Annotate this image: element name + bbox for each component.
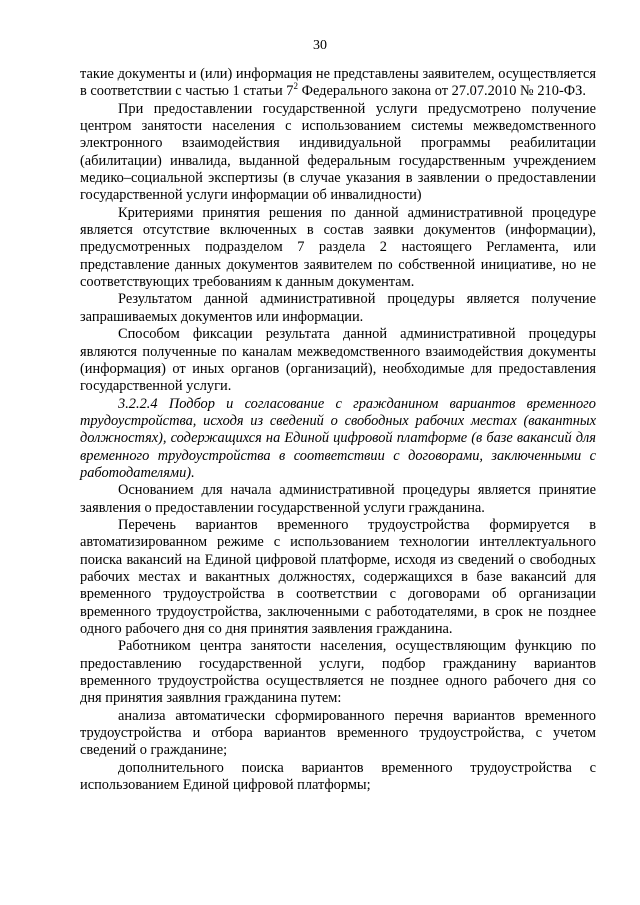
page-number: 30: [313, 38, 327, 53]
paragraph-procedure-result: Результатом данной административной процедуры является получение запрашиваемых документов или информации.: [80, 291, 596, 325]
paragraph-list-formation: Перечень вариантов временного трудоустройства формируется в автоматизированном режиме с использованием технологии интеллектуального поиска вакансий на Единой цифровой платформе, исходя из сведений о свободных рабочих местах и вакантных должностях, содержащихся в базе вакансий для временного трудоустройства в соответствии с договорами об организации временного трудоустройства, заключенными с работодателями, в срок не позднее одного рабочего дня со дня принятия заявления гражданина.: [80, 516, 596, 637]
paragraph-ipr-receipt: При предоставлении государственной услуги предусмотрено получение центром занятости населения с использованием системы межведомственного электронного взаимодействия индивидуальной программы реабилитации (абилитации) инвалида, выданной федеральным государственным учреждением медико–социальной экспертизы (в случае указания в заявлении о предоставлении государственной услуги информации об инвалидности): [80, 100, 596, 204]
section-heading-3-2-2-4: 3.2.2.4 Подбор и согласование с гражданином вариантов временного трудоустройства, исходя из сведений о свободных рабочих местах (вакантных должностях), содержащихся на Единой цифровой платформе (в базе вакансий для временного трудоустройства в соответствии с договорами, заключенными с работодателями).: [80, 395, 596, 481]
paragraph-selection-by-worker: Работником центра занятости населения, осуществляющим функцию по предоставлению государственной услуги, подбор гражданину вариантов временного трудоустройства осуществляется не позднее одного рабочего дня со дня принятия заявлния гражданина путем:: [80, 638, 596, 707]
paragraph-decision-criteria: Критериями принятия решения по данной административной процедуре является отсутствие включенных в состав заявки документов (информации), предусмотренных подразделом 7 раздела 2 настоящего Регламента, или представление данных документов заявителем по собственной инициативе, но не соответствующих требованиям к данным документам.: [80, 204, 596, 291]
paragraph-result-fixation: Способом фиксации результата данной административной процедуры являются полученные по каналам межведомственного взаимодействия документы (информация) от иных органов (организаций), необходимые для предоставления государственной услуги.: [80, 326, 596, 395]
document-body: [80, 66, 596, 794]
list-item-additional-search: дополнительного поиска вариантов временного трудоустройства с использованием Единой цифровой платформы;: [80, 759, 596, 794]
superscript: 2: [293, 81, 299, 92]
paragraph-continuation: [80, 66, 596, 101]
paragraph-text-end: Федерального закона от 27.07.2010 № 210-ФЗ.: [298, 83, 586, 100]
list-item-analysis: анализа автоматически сформированного перечня вариантов временного трудоустройства и отбора вариантов временного трудоустройства, с учетом сведений о гражданине;: [80, 707, 596, 759]
paragraph-text: такие документы и (или) информация не представлены заявителем, осуществляется в соответствии с частью 1 статьи 7: [80, 66, 596, 100]
paragraph-procedure-basis: Основанием для начала административной процедуры является принятие заявления о предоставлении государственной услуги гражданина.: [80, 482, 596, 516]
